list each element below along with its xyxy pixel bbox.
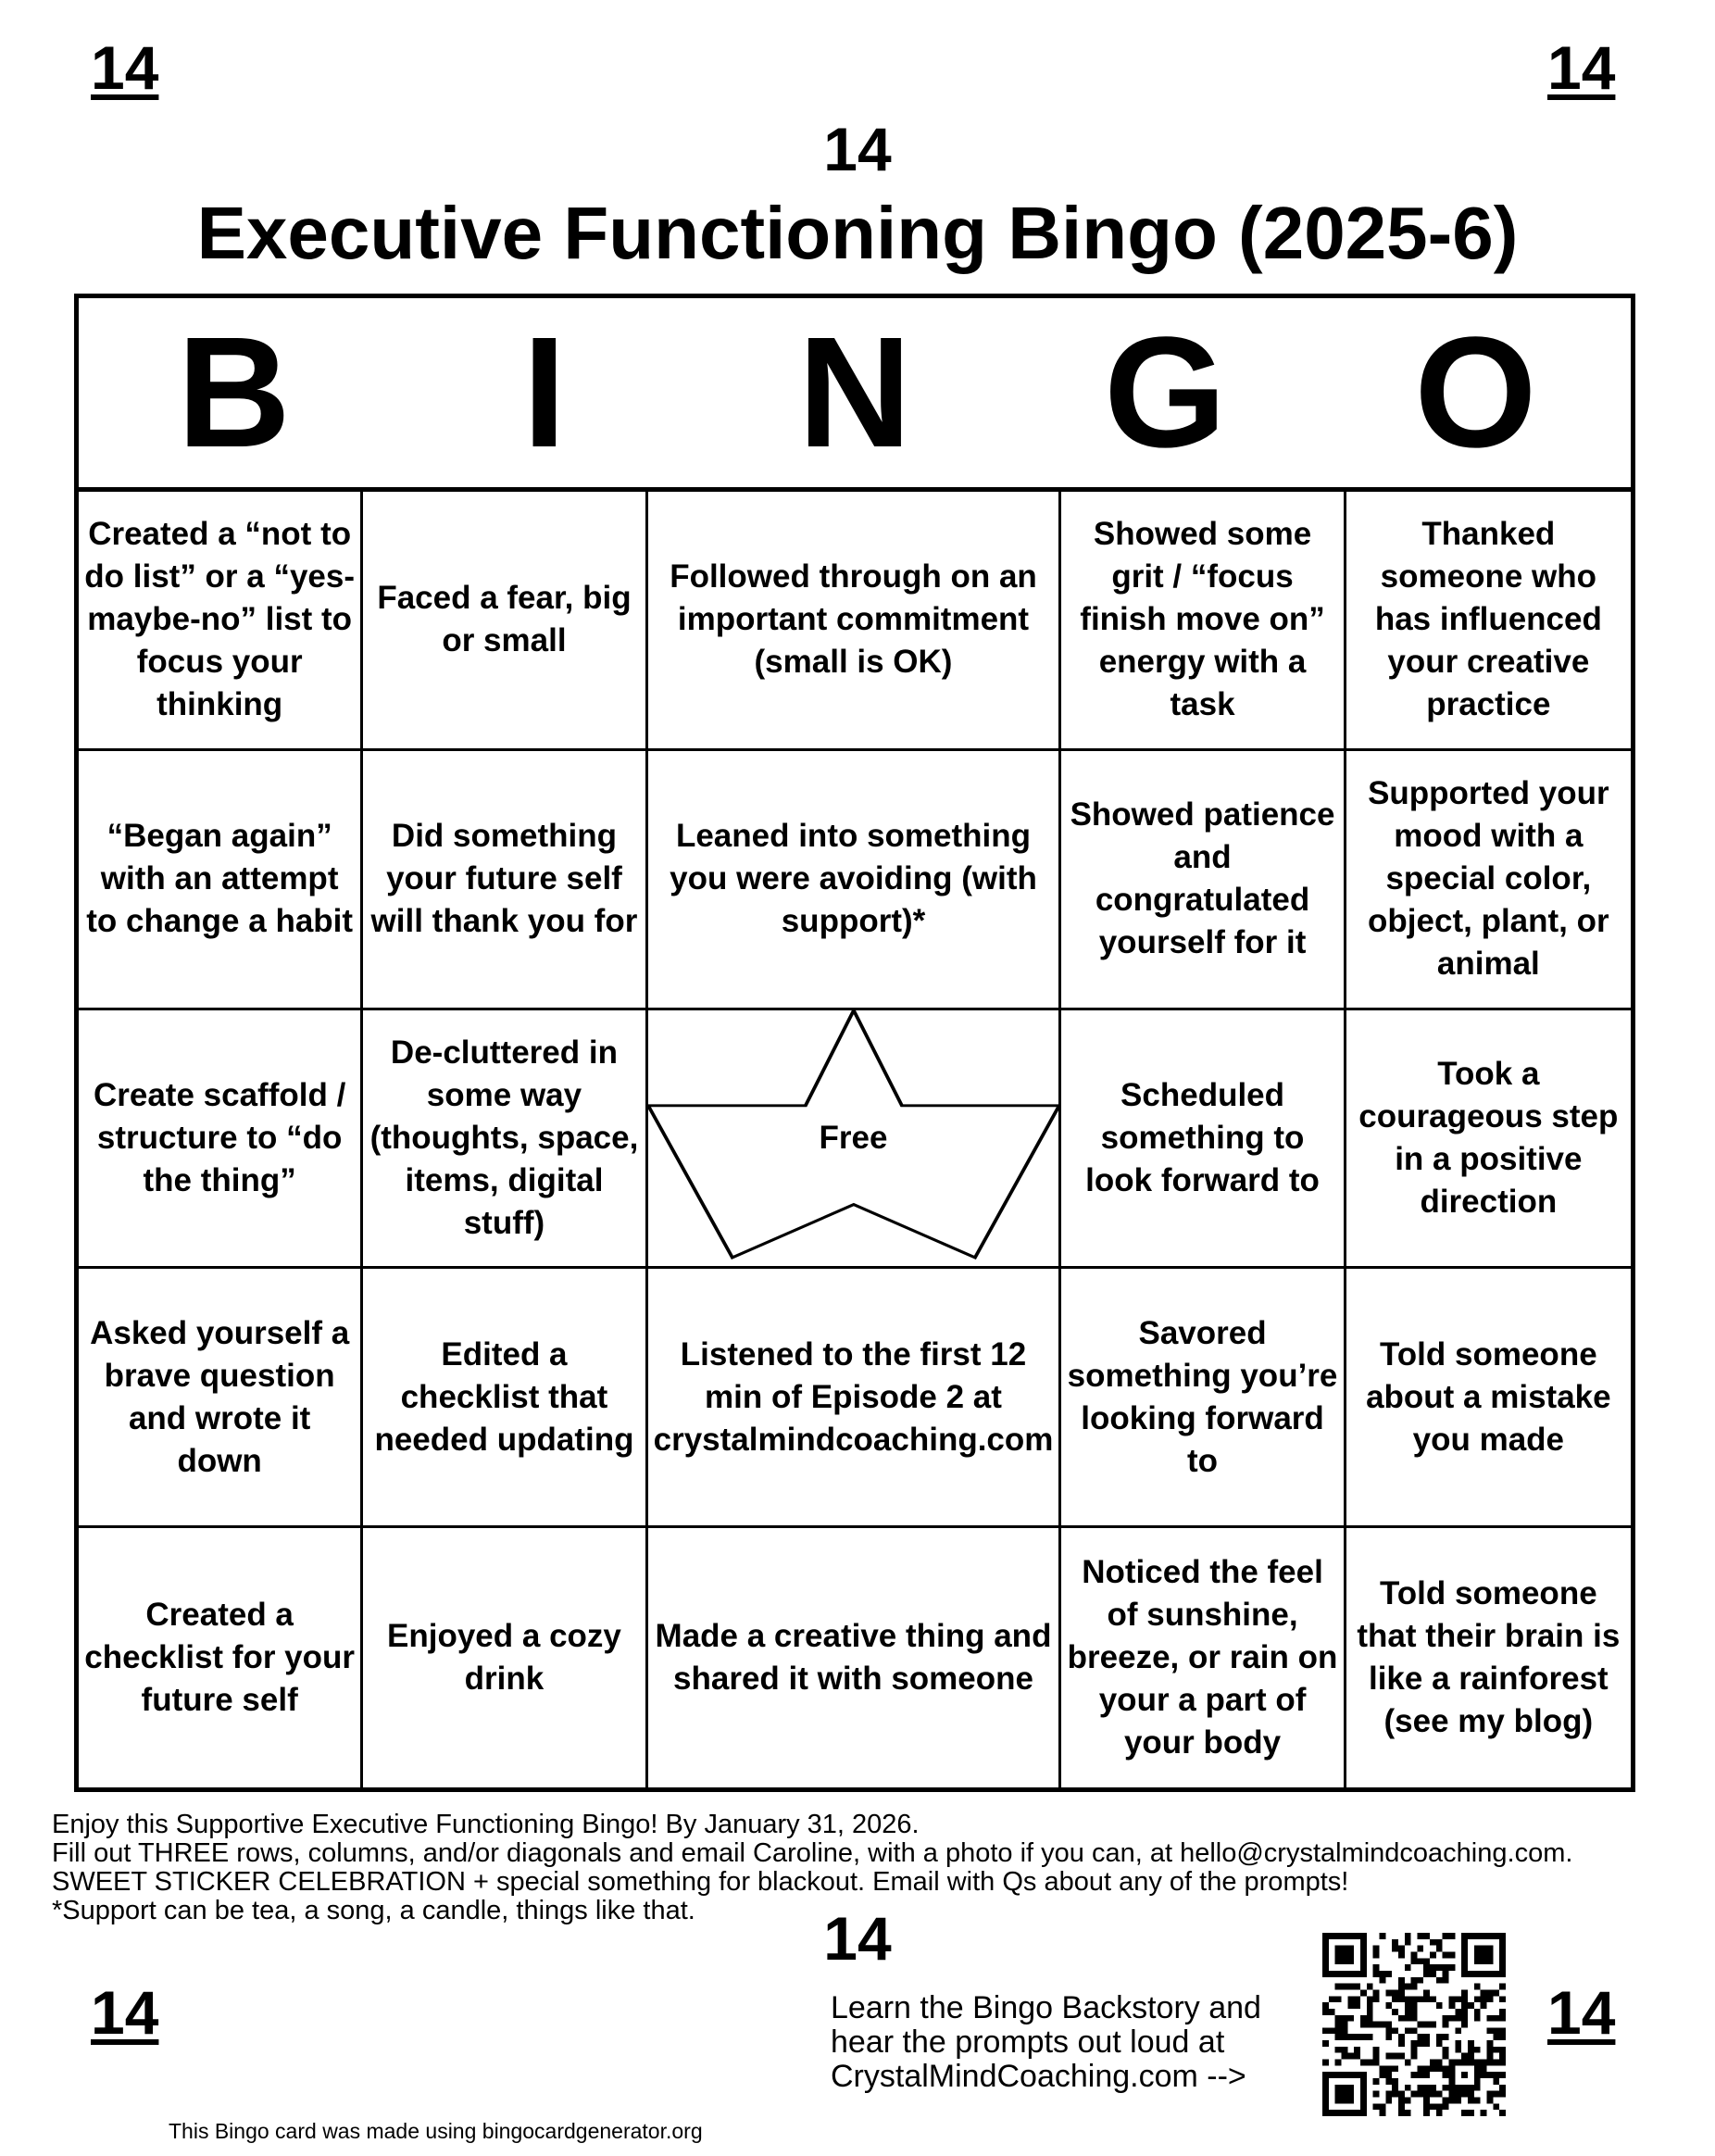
bingo-cell[interactable] [1346,751,1631,1010]
bingo-letter-i: I [522,305,567,481]
cell-text: Took a courageous step in a positive direction [1358,1055,1619,1220]
bingo-cell[interactable] [79,1528,363,1787]
page-number-bottom-left: 14 [91,1978,159,2047]
bingo-letter-g: G [1104,305,1227,481]
bingo-cell[interactable] [648,751,1062,1010]
cell-text: Did something your future self will thank you for [370,818,638,940]
bingo-cell[interactable] [363,1528,647,1787]
cell-text: Listened to the first 12 min of Episode 2 at crystalmindcoaching.com [653,1335,1054,1458]
bingo-cell[interactable] [1061,1269,1346,1528]
instructions-line: Fill out THREE rows, columns, and/or diagonals and email Caroline, with a photo if you can, at hello@crystalmindcoaching.com. [52,1838,1573,1868]
free-space-label: Free [819,1119,888,1156]
backstory-note [831,1991,1261,2094]
cell-text: Thanked someone who has influenced your creative practice [1374,516,1602,723]
cell-text: Created a checklist for your future self [84,1597,356,1719]
bingo-cell[interactable] [1346,1528,1631,1787]
bingo-cell[interactable] [79,1010,363,1270]
cell-text: Made a creative thing and shared it with someone [655,1618,1052,1698]
page-number-bottom-right: 14 [1547,1978,1616,2047]
bingo-cell[interactable] [1061,751,1346,1010]
cell-text: Create scaffold / structure to “do the thing” [93,1076,346,1198]
bingo-cell[interactable] [1346,1269,1631,1528]
bingo-letter-b: B [177,305,291,481]
cell-text: Showed some grit / “focus finish move on” energy with a task [1080,516,1325,723]
cell-text: Savored something you’re looking forward to [1067,1314,1338,1479]
backstory-line: hear the prompts out loud at [831,2024,1225,2060]
qr-code-icon[interactable] [1322,1933,1506,2116]
backstory-link[interactable]: CrystalMindCoaching.com --> [831,2059,1246,2094]
bingo-grid [79,492,1631,1787]
bingo-header [79,298,1631,492]
cell-text: Followed through on an important commitment (small is OK) [670,558,1037,681]
bingo-cell[interactable] [648,492,1062,751]
instructions-line: SWEET STICKER CELEBRATION + special something for blackout. Email with Qs about any of the prompts! [52,1867,1349,1897]
bingo-cell[interactable] [363,751,647,1010]
bingo-card [74,294,1635,1792]
bingo-cell[interactable] [79,751,363,1010]
cell-text: Told someone that their brain is like a rainforest (see my blog) [1357,1575,1621,1740]
page-number-top-left: 14 [91,33,159,102]
bingo-cell[interactable] [648,1269,1062,1528]
bingo-cell[interactable] [1061,492,1346,751]
instructions-line: Enjoy this Supportive Executive Functioning Bingo! By January 31, 2026. [52,1810,920,1839]
cell-text: Asked yourself a brave question and wrote it down [90,1314,350,1479]
bingo-letter-n: N [797,305,912,481]
bingo-cell[interactable] [1061,1528,1346,1787]
cell-text: Told someone about a mistake you made [1366,1335,1611,1458]
bingo-cell[interactable] [363,1269,647,1528]
page-number-top-center: 14 [823,115,892,183]
cell-text: Scheduled something to look forward to [1085,1076,1320,1198]
bingo-letter-o: O [1414,305,1537,481]
page-number-bottom-center: 14 [823,1904,892,1973]
cell-text: Created a “not to do list” or a “yes-maybe-no” list to focus your thinking [84,516,356,723]
bingo-cell[interactable] [363,492,647,751]
cell-text: Noticed the feel of sunshine, breeze, or rain on your a part of your body [1067,1554,1338,1761]
page-number-top-right: 14 [1547,33,1616,102]
cell-text: Leaned into something you were avoiding (with support)* [670,818,1037,940]
generator-note: This Bingo card was made using bingocardgenerator.org [169,2119,703,2143]
cell-text: Edited a checklist that needed updating [374,1335,634,1458]
page-title: Executive Functioning Bingo (2025-6) [196,192,1519,274]
bingo-cell[interactable] [1061,1010,1346,1270]
cell-text: “Began again” with an attempt to change a habit [86,818,354,940]
bingo-cell[interactable] [79,492,363,751]
bingo-cell[interactable] [648,1528,1062,1787]
bingo-cell[interactable] [1346,492,1631,751]
bingo-cell[interactable] [1346,1010,1631,1270]
bingo-cell[interactable] [79,1269,363,1528]
instructions-line: *Support can be tea, a song, a candle, things like that. [52,1896,695,1925]
cell-text: Showed patience and congratulated yourself for it [1070,796,1335,961]
bingo-cell[interactable] [363,1010,647,1270]
cell-text: Supported your mood with a special color, object, plant, or animal [1368,775,1609,983]
cell-text: Faced a fear, big or small [377,580,632,659]
cell-text: Enjoyed a cozy drink [387,1618,621,1698]
backstory-line: Learn the Bingo Backstory and [831,1990,1261,2025]
cell-text: De-cluttered in some way (thoughts, space, items, digital stuff) [369,1034,639,1241]
free-space-cell[interactable] [648,1010,1062,1270]
